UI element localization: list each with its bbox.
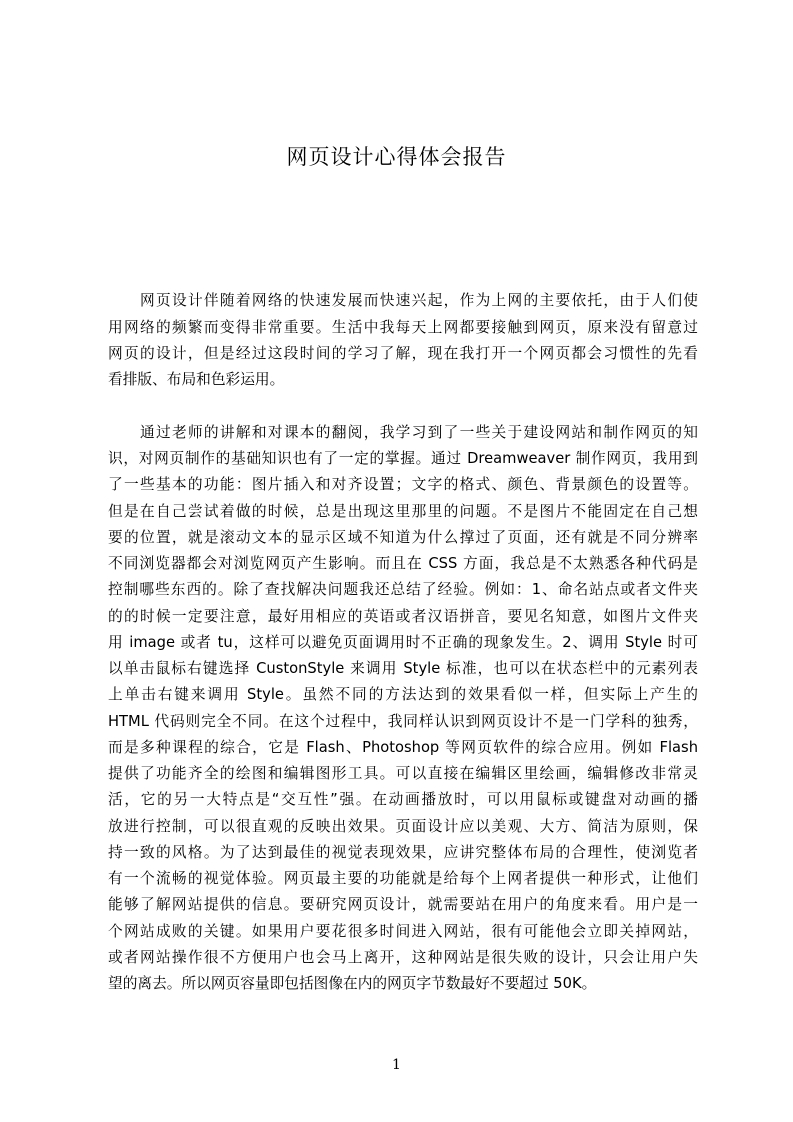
paragraph-2-line: 的的时候一定要注意，最好用相应的英语或者汉语拼音，要见名知意，如图片文件夹 <box>108 608 698 625</box>
paragraph-1-line: 用网络的频繁而变得非常重要。生活中我每天上网都要接触到网页，原来没有留意过 <box>108 319 698 336</box>
paragraph-2-line: 通过老师的讲解和对课本的翻阅，我学习到了一些关于建设网站和制作网页的知 <box>140 424 698 441</box>
paragraph-2-line: 上单击右键来调用 Style。虽然不同的方法达到的效果看似一样，但实际上产生的 <box>108 686 698 703</box>
paragraph-2-line: 了一些基本的功能：图片插入和对齐设置；文字的格式、颜色、背景颜色的设置等。 <box>108 476 698 493</box>
paragraph-1-line: 网页设计伴随着网络的快速发展而快速兴起，作为上网的主要依托，由于人们使 <box>140 292 698 309</box>
paragraph-1-line: 看排版、布局和色彩运用。 <box>108 371 285 388</box>
paragraph-2-line: 要的位置，就是滚动文本的显示区域不知道为什么撑过了页面，还有就是不同分辨率 <box>108 529 698 546</box>
paragraph-2-line: 望的离去。所以网页容量即包括图像在内的网页字节数最好不要超过 50K。 <box>108 975 597 992</box>
paragraph-2-line: 控制哪些东西的。除了查找解决问题我还总结了经验。例如：1、命名站点或者文件夹 <box>108 581 698 598</box>
paragraph-2-line: 不同浏览器都会对浏览网页产生影响。而且在 CSS 方面，我总是不太熟悉各种代码是 <box>108 555 698 572</box>
paragraph-2-line: 有一个流畅的视觉体验。网页最主要的功能就是给每个上网者提供一种形式，让他们 <box>108 870 698 887</box>
paragraph-2-line: 活，它的另一大特点是“交互性”强。在动画播放时，可以用鼠标或键盘对动画的播 <box>108 791 698 808</box>
paragraph-1-line: 网页的设计，但是经过这段时间的学习了解，现在我打开一个网页都会习惯性的先看 <box>108 345 698 362</box>
paragraph-2-line: 能够了解网站提供的信息。要研究网页设计，就需要站在用户的角度来看。用户是一 <box>108 896 698 913</box>
paragraph-2-line: 用 image 或者 tu，这样可以避免页面调用时不正确的现象发生。2、调用 Style 时可 <box>108 634 698 651</box>
paragraph-2-line: 而是多种课程的综合，它是 Flash、Photoshop 等网页软件的综合应用。例如 Flash <box>108 739 698 756</box>
paragraph-2-line: 放进行控制，可以很直观的反映出效果。页面设计应以美观、大方、简洁为原则，保 <box>108 818 698 835</box>
paragraph-2-line: 持一致的风格。为了达到最佳的视觉表现效果，应讲究整体布局的合理性，使浏览者 <box>108 844 698 861</box>
paragraph-2-line: HTML 代码则完全不同。在这个过程中，我同样认识到网页设计不是一门学科的独秀， <box>108 713 698 730</box>
paragraph-2-line: 但是在自己尝试着做的时候，总是出现这里那里的问题。不是图片不能固定在自己想 <box>108 503 698 520</box>
paragraph-2-line: 或者网站操作很不方便用户也会马上离开，这种网站是很失败的设计，只会让用户失 <box>108 949 698 966</box>
page-number: 1 <box>392 1057 401 1073</box>
paragraph-2-line: 提供了功能齐全的绘图和编辑图形工具。可以直接在编辑区里绘画，编辑修改非常灵 <box>108 765 698 782</box>
document-title: 网页设计心得体会报告 <box>286 145 507 169</box>
paragraph-2-line: 以单击鼠标右键选择 CustonStyle 来调用 Style 标准，也可以在状态栏中的元素列表 <box>108 660 698 677</box>
paragraph-2-line: 个网站成败的关键。如果用户要花很多时间进入网站，很有可能他会立即关掉网站， <box>108 923 698 940</box>
paragraph-2-line: 识，对网页制作的基础知识也有了一定的掌握。通过 Dreamweaver 制作网页，我用到 <box>108 450 698 467</box>
